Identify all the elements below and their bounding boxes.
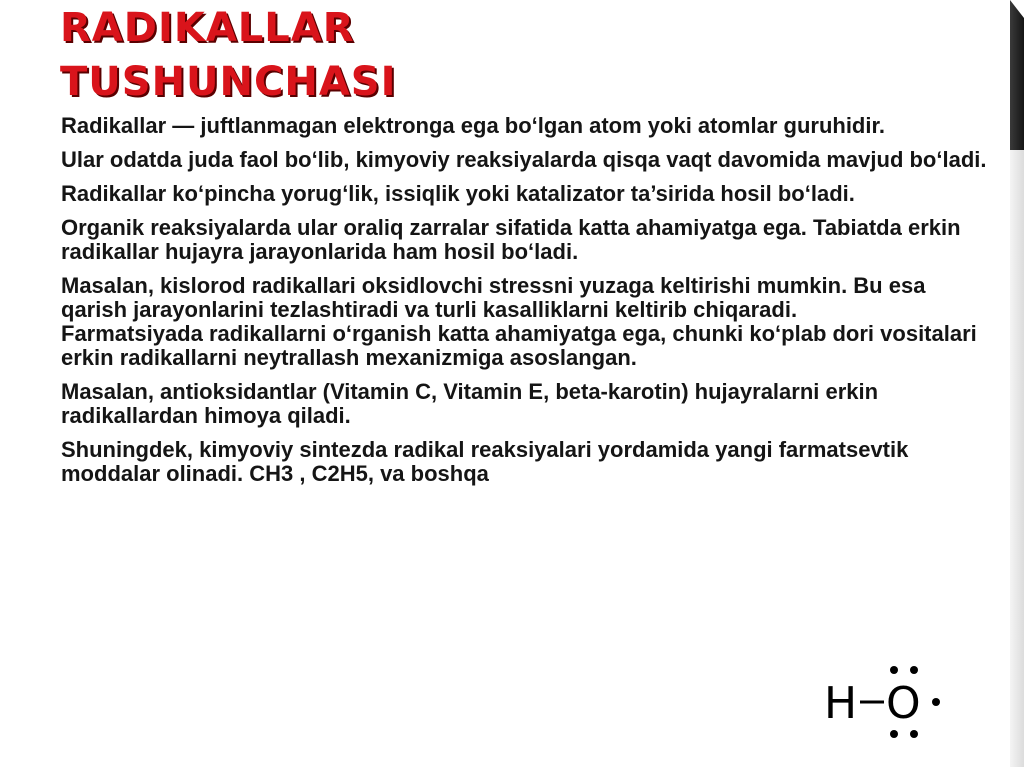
paragraph-antioxidants: Masalan, antioksidantlar (Vitamin C, Vitamin E, beta-karotin) hujayralarni erkin radikallardan himoya qiladi.: [61, 379, 879, 428]
paragraph-formation: Radikallar ko‘pincha yorug‘lik, issiqlik yoki katalizator ta’sirida hosil bo‘ladi.: [61, 181, 855, 206]
oxygen-atom-label: O: [886, 678, 921, 729]
page-curl-decoration: [1010, 0, 1024, 150]
slide-body: [61, 114, 991, 496]
paragraph-oxygen-radicals: Masalan, kislorod radikallari oksidlovchi stressni yuzaga keltirishi mumkin. Bu esa qarish jarayonlarini tezlashtiradi va turli kasalliklarni keltirib chiqaradi.: [61, 273, 926, 322]
slide-title-line-1: RADIKALLAR: [60, 5, 355, 51]
paragraph-organic: Organik reaksiyalarda ular oraliq zarralar sifatida katta ahamiyatga ega. Tabiatda erkin radikallar hujayra jarayonlarida ham hosil bo‘ladi.: [61, 215, 961, 264]
hydrogen-atom-label: H: [824, 678, 858, 729]
lone-pair-bottom-electron-1: [890, 730, 898, 738]
paragraph-synthesis: Shuningdek, kimyoviy sintezda radikal reaksiyalari yordamida yangi farmatsevtik moddalar olinadi. CH3 , C2H5, va boshqa: [61, 437, 909, 486]
unpaired-electron: [932, 698, 940, 706]
page-curl-tip: [1010, 0, 1024, 18]
lone-pair-bottom-electron-2: [910, 730, 918, 738]
paragraph-activity: Ular odatda juda faol bo‘lib, kimyoviy reaksiyalarda qisqa vaqt davomida mavjud bo‘ladi.: [61, 147, 987, 172]
paragraph-pharmacy: Farmatsiyada radikallarni o‘rganish katta ahamiyatga ega, chunki ko‘plab dori vositalari erkin radikallarni neytrallash mexanizmiga asoslangan.: [61, 321, 977, 370]
slide-title-line-2: TUSHUNCHASI: [60, 59, 397, 105]
paragraph-definition: Radikallar — juftlanmagan elektronga ega bo‘lgan atom yoki atomlar guruhidir.: [61, 113, 885, 138]
hydroxyl-radical-diagram: [822, 660, 952, 744]
lone-pair-top-electron-2: [910, 666, 918, 674]
lone-pair-top-electron-1: [890, 666, 898, 674]
